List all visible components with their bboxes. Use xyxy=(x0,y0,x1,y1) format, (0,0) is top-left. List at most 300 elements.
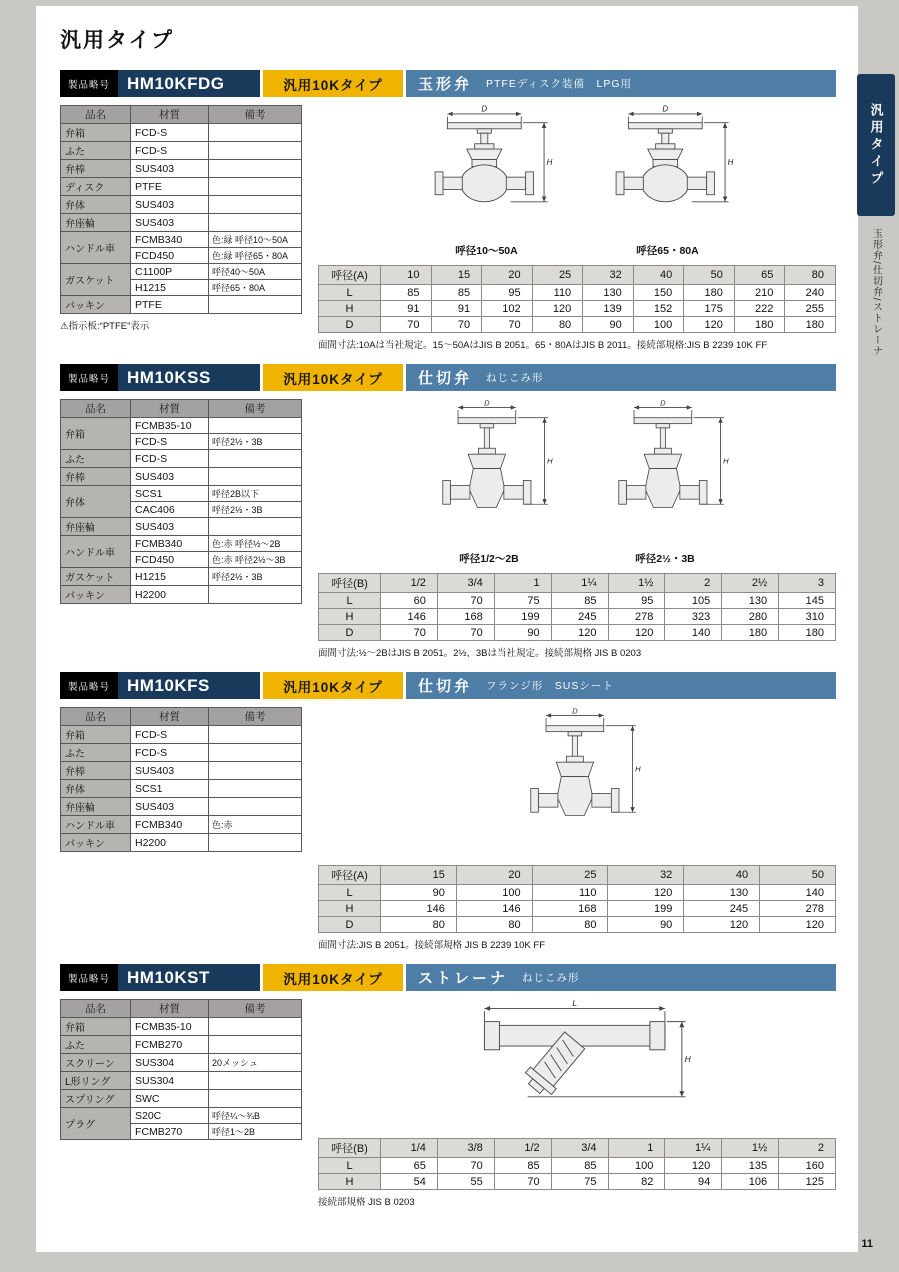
dim-col-header: 2½ xyxy=(722,574,779,593)
material-part-name: ハンドル車 xyxy=(61,232,131,264)
dim-value: 125 xyxy=(779,1174,836,1190)
drawing-caption: 呼径65・80A xyxy=(636,245,699,257)
dim-col-header: 15 xyxy=(431,266,482,285)
dim-size-header: 呼径(A) xyxy=(319,266,381,285)
materials-header-row xyxy=(61,106,302,124)
dim-letter: D xyxy=(662,105,669,114)
material-note xyxy=(209,124,302,142)
dim-col-header: 25 xyxy=(532,866,608,885)
dim-row xyxy=(319,1158,836,1174)
materials-row xyxy=(61,798,302,816)
dimension-table xyxy=(318,1138,836,1190)
materials-col-header: 材質 xyxy=(131,1000,209,1018)
dim-col-header: 40 xyxy=(684,866,760,885)
dim-row xyxy=(319,593,836,609)
dim-value: 80 xyxy=(381,917,457,933)
dim-col-header: 3/4 xyxy=(437,574,494,593)
dim-row xyxy=(319,901,836,917)
materials-row xyxy=(61,1018,302,1036)
material-spec: SUS403 xyxy=(131,468,209,486)
materials-table xyxy=(60,399,302,604)
dim-value: 55 xyxy=(437,1174,494,1190)
dim-row-label: L xyxy=(319,285,381,301)
dim-col-header: 50 xyxy=(684,266,735,285)
dim-row-label: D xyxy=(319,625,381,641)
dim-value: 80 xyxy=(532,317,583,333)
dimension-note: 面間寸法:10Aは当社規定。15〜50AはJIS B 2051。65・80AはJIS B 2011。接続部規格:JIS B 2239 10K FF xyxy=(318,340,768,351)
material-spec: FCD-S xyxy=(131,434,209,450)
materials-col-header: 品名 xyxy=(61,1000,131,1018)
dim-value: 120 xyxy=(760,917,836,933)
dim-value: 91 xyxy=(381,301,432,317)
material-spec: H1215 xyxy=(131,568,209,586)
material-note xyxy=(209,196,302,214)
material-spec: SUS403 xyxy=(131,214,209,232)
materials-row xyxy=(61,518,302,536)
valve-drawing xyxy=(460,999,695,1131)
material-note xyxy=(209,160,302,178)
material-note xyxy=(209,418,302,434)
dim-value: 85 xyxy=(551,593,608,609)
material-part-name: 弁座輪 xyxy=(61,214,131,232)
dim-letter: H xyxy=(723,456,729,466)
material-note xyxy=(209,744,302,762)
material-part-name: 弁座輪 xyxy=(61,518,131,536)
material-note: 色:緑 呼径65・80A xyxy=(209,248,302,264)
materials-row xyxy=(61,762,302,780)
materials-row xyxy=(61,214,302,232)
valve-drawing xyxy=(414,105,559,258)
product-section-hm10kfdg xyxy=(60,70,836,351)
dim-letter: D xyxy=(481,105,488,114)
dim-row-label: H xyxy=(319,609,381,625)
product-code: HM10KFDG xyxy=(118,70,260,97)
material-part-name: L形リング xyxy=(61,1072,131,1090)
materials-row xyxy=(61,450,302,468)
dim-value: 140 xyxy=(760,885,836,901)
dim-row xyxy=(319,609,836,625)
material-spec: SCS1 xyxy=(131,780,209,798)
dim-value: 240 xyxy=(785,285,836,301)
valve-drawing xyxy=(419,399,559,566)
dim-col-header: 1¼ xyxy=(665,1139,722,1158)
material-part-name: 弁棒 xyxy=(61,762,131,780)
materials-row xyxy=(61,780,302,798)
dim-row xyxy=(319,301,836,317)
dim-value: 160 xyxy=(779,1158,836,1174)
dim-size-header: 呼径(A) xyxy=(319,866,381,885)
dim-value: 120 xyxy=(551,625,608,641)
gate-valve-svg xyxy=(419,399,559,545)
dim-value: 180 xyxy=(779,625,836,641)
material-note: 呼径2B以下 xyxy=(209,486,302,502)
materials-table xyxy=(60,105,302,314)
dim-value: 168 xyxy=(532,901,608,917)
dim-value: 130 xyxy=(722,593,779,609)
dim-value: 70 xyxy=(437,593,494,609)
dim-header-row xyxy=(319,574,836,593)
material-spec: PTFE xyxy=(131,178,209,196)
dim-row-label: L xyxy=(319,1158,381,1174)
dim-header-row xyxy=(319,1139,836,1158)
dim-value: 82 xyxy=(608,1174,665,1190)
dim-value: 245 xyxy=(551,609,608,625)
material-part-name: スプリング xyxy=(61,1090,131,1108)
dim-value: 180 xyxy=(734,317,785,333)
series-type-label: 汎用10Kタイプ xyxy=(263,964,403,991)
dim-value: 120 xyxy=(665,1158,722,1174)
dim-value: 245 xyxy=(684,901,760,917)
dim-col-header: 3/8 xyxy=(437,1139,494,1158)
material-note xyxy=(209,834,302,852)
material-part-name: 弁体 xyxy=(61,486,131,518)
material-spec: FCMB270 xyxy=(131,1036,209,1054)
material-spec: SUS304 xyxy=(131,1072,209,1090)
product-name-bar xyxy=(406,964,836,991)
dim-value: 139 xyxy=(583,301,634,317)
material-spec: SUS304 xyxy=(131,1054,209,1072)
dim-value: 70 xyxy=(381,625,438,641)
dim-value: 70 xyxy=(437,1158,494,1174)
materials-col-header: 材質 xyxy=(131,106,209,124)
material-note: 呼径40〜50A xyxy=(209,264,302,280)
gate-valve-svg xyxy=(595,399,735,545)
material-note: 呼径65・80A xyxy=(209,280,302,296)
materials-row xyxy=(61,196,302,214)
dim-value: 80 xyxy=(532,917,608,933)
material-note: 呼径2½・3B xyxy=(209,502,302,518)
dim-value: 145 xyxy=(779,593,836,609)
materials-col-header: 品名 xyxy=(61,106,131,124)
materials-row xyxy=(61,486,302,502)
drawing-caption: 呼径10〜50A xyxy=(455,245,518,257)
product-subtitle: PTFEディスク装備 LPG用 xyxy=(486,78,633,90)
materials-row xyxy=(61,816,302,834)
section-header xyxy=(60,70,836,97)
material-spec: SWC xyxy=(131,1090,209,1108)
material-part-name: ハンドル車 xyxy=(61,816,131,834)
product-code: HM10KFS xyxy=(118,672,260,699)
dim-value: 70 xyxy=(431,317,482,333)
materials-col-header: 備考 xyxy=(209,400,302,418)
dim-value: 110 xyxy=(532,885,608,901)
material-part-name: ふた xyxy=(61,142,131,160)
materials-row xyxy=(61,296,302,314)
dim-col-header: 40 xyxy=(633,266,684,285)
material-note xyxy=(209,780,302,798)
product-subtitle: ねじこみ形 xyxy=(522,972,580,984)
material-note xyxy=(209,726,302,744)
materials-header-row xyxy=(61,708,302,726)
dim-value: 75 xyxy=(494,593,551,609)
product-code-prefix-label: 製品略号 xyxy=(60,364,118,391)
series-type-label: 汎用10Kタイプ xyxy=(263,672,403,699)
material-part-name: パッキン xyxy=(61,834,131,852)
dim-value: 100 xyxy=(456,885,532,901)
material-note xyxy=(209,586,302,604)
materials-row xyxy=(61,418,302,434)
product-code-prefix-label: 製品略号 xyxy=(60,672,118,699)
dim-value: 199 xyxy=(494,609,551,625)
dim-letter: D xyxy=(572,707,578,716)
dim-value: 120 xyxy=(684,917,760,933)
dim-col-header: 1/4 xyxy=(381,1139,438,1158)
material-note: 色:赤 呼径2½〜3B xyxy=(209,552,302,568)
material-part-name: スクリーン xyxy=(61,1054,131,1072)
materials-col-header: 品名 xyxy=(61,400,131,418)
material-note: 呼径1〜2B xyxy=(209,1124,302,1140)
drawings-area xyxy=(318,105,836,258)
material-part-name: ガスケット xyxy=(61,568,131,586)
dim-value: 199 xyxy=(608,901,684,917)
material-note xyxy=(209,296,302,314)
materials-row xyxy=(61,834,302,852)
dim-value: 180 xyxy=(785,317,836,333)
material-note xyxy=(209,1036,302,1054)
material-part-name: パッキン xyxy=(61,296,131,314)
material-spec: SCS1 xyxy=(131,486,209,502)
materials-header-row xyxy=(61,1000,302,1018)
globe-valve-svg xyxy=(595,105,740,237)
materials-col-header: 備考 xyxy=(209,1000,302,1018)
dim-row xyxy=(319,285,836,301)
dim-header-row xyxy=(319,866,836,885)
dim-col-header: 3 xyxy=(779,574,836,593)
dim-col-header: 25 xyxy=(532,266,583,285)
material-note: 20メッシュ xyxy=(209,1054,302,1072)
dim-row-label: H xyxy=(319,301,381,317)
materials-row xyxy=(61,142,302,160)
dimension-table xyxy=(318,865,836,933)
dim-value: 278 xyxy=(760,901,836,917)
dim-value: 323 xyxy=(665,609,722,625)
materials-row xyxy=(61,536,302,552)
materials-col-header: 材質 xyxy=(131,400,209,418)
material-spec: FCD-S xyxy=(131,726,209,744)
material-part-name: ふた xyxy=(61,1036,131,1054)
product-section-hm10kst xyxy=(60,964,836,1208)
material-part-name: 弁座輪 xyxy=(61,798,131,816)
material-note xyxy=(209,1018,302,1036)
product-name: 仕切弁 xyxy=(418,678,473,695)
material-spec: FCD-S xyxy=(131,142,209,160)
dim-row xyxy=(319,885,836,901)
material-part-name: 弁箱 xyxy=(61,418,131,450)
drawings-area xyxy=(318,399,836,566)
dim-value: 102 xyxy=(482,301,533,317)
material-spec: S20C xyxy=(131,1108,209,1124)
dim-value: 54 xyxy=(381,1174,438,1190)
section-header xyxy=(60,672,836,699)
material-spec: FCMB35-10 xyxy=(131,1018,209,1036)
dim-col-header: 1 xyxy=(608,1139,665,1158)
material-note: 呼径2½・3B xyxy=(209,568,302,586)
dim-value: 95 xyxy=(482,285,533,301)
dim-col-header: 2 xyxy=(665,574,722,593)
drawing-caption: 呼径1/2〜2B xyxy=(459,553,519,565)
dim-value: 70 xyxy=(482,317,533,333)
dim-value: 70 xyxy=(381,317,432,333)
material-spec: CAC406 xyxy=(131,502,209,518)
dim-col-header: 10 xyxy=(381,266,432,285)
valve-drawing xyxy=(595,105,740,258)
materials-note: ⚠指示板:“PTFE”表示 xyxy=(60,321,150,332)
dimension-note: 面間寸法:JIS B 2051。接続部規格 JIS B 2239 10K FF xyxy=(318,940,546,951)
material-note xyxy=(209,468,302,486)
materials-row xyxy=(61,160,302,178)
dim-col-header: 50 xyxy=(760,866,836,885)
materials-row xyxy=(61,586,302,604)
material-spec: SUS403 xyxy=(131,160,209,178)
materials-row xyxy=(61,264,302,280)
dim-value: 85 xyxy=(431,285,482,301)
dim-value: 90 xyxy=(494,625,551,641)
product-name-bar xyxy=(406,672,836,699)
side-tab-subcategories xyxy=(859,228,893,508)
dim-row xyxy=(319,625,836,641)
product-code-prefix-label: 製品略号 xyxy=(60,70,118,97)
dim-col-header: 20 xyxy=(456,866,532,885)
dim-value: 152 xyxy=(633,301,684,317)
material-part-name: ふた xyxy=(61,744,131,762)
dim-value: 105 xyxy=(665,593,722,609)
dimension-table xyxy=(318,573,836,641)
dim-letter: D xyxy=(660,399,666,408)
materials-row xyxy=(61,468,302,486)
material-part-name: 弁箱 xyxy=(61,1018,131,1036)
material-part-name: 弁棒 xyxy=(61,160,131,178)
material-part-name: プラグ xyxy=(61,1108,131,1140)
material-spec: FCMB340 xyxy=(131,536,209,552)
dim-col-header: 32 xyxy=(608,866,684,885)
material-spec: FCD-S xyxy=(131,744,209,762)
dim-size-header: 呼径(B) xyxy=(319,1139,381,1158)
material-note xyxy=(209,762,302,780)
globe-valve-svg xyxy=(414,105,559,237)
section-header xyxy=(60,364,836,391)
dim-col-header: 1/2 xyxy=(381,574,438,593)
dim-value: 65 xyxy=(381,1158,438,1174)
dim-value: 222 xyxy=(734,301,785,317)
dim-value: 278 xyxy=(608,609,665,625)
side-tab-category xyxy=(857,74,895,216)
dim-row-label: L xyxy=(319,593,381,609)
dim-value: 90 xyxy=(583,317,634,333)
dimension-note: 面間寸法:½〜2BはJIS B 2051。2½、3Bは当社規定。接続部規格 JIS B 0203 xyxy=(318,648,642,659)
dim-value: 85 xyxy=(381,285,432,301)
material-spec: FCD450 xyxy=(131,248,209,264)
material-spec: H2200 xyxy=(131,586,209,604)
material-spec: PTFE xyxy=(131,296,209,314)
materials-col-header: 材質 xyxy=(131,708,209,726)
dim-letter: H xyxy=(635,764,641,774)
material-note xyxy=(209,1090,302,1108)
dim-letter: H xyxy=(727,157,734,167)
dim-value: 310 xyxy=(779,609,836,625)
dim-col-header: 1¼ xyxy=(551,574,608,593)
valve-drawing xyxy=(595,399,735,566)
materials-row xyxy=(61,744,302,762)
material-note: 色:赤 呼径½〜2B xyxy=(209,536,302,552)
dim-col-header: 3/4 xyxy=(551,1139,608,1158)
material-part-name: 弁棒 xyxy=(61,468,131,486)
dim-value: 85 xyxy=(551,1158,608,1174)
dim-col-header: 1½ xyxy=(722,1139,779,1158)
drawing-caption: 呼径2½・3B xyxy=(635,553,695,565)
dim-value: 120 xyxy=(684,317,735,333)
dim-value: 95 xyxy=(608,593,665,609)
material-part-name: 弁体 xyxy=(61,196,131,214)
materials-row xyxy=(61,568,302,586)
dim-value: 168 xyxy=(437,609,494,625)
dim-row-label: D xyxy=(319,917,381,933)
dim-col-header: 1/2 xyxy=(494,1139,551,1158)
material-note: 色:赤 xyxy=(209,816,302,834)
material-part-name: 弁箱 xyxy=(61,124,131,142)
materials-table xyxy=(60,999,302,1140)
series-type-label: 汎用10Kタイプ xyxy=(263,70,403,97)
page-number: 11 xyxy=(861,1238,873,1250)
product-code-prefix-label: 製品略号 xyxy=(60,964,118,991)
drawings-area xyxy=(318,999,836,1131)
material-spec: SUS403 xyxy=(131,518,209,536)
product-code: HM10KSS xyxy=(118,364,260,391)
material-spec: SUS403 xyxy=(131,196,209,214)
dim-value: 146 xyxy=(456,901,532,917)
product-name-bar xyxy=(406,70,836,97)
product-name: 仕切弁 xyxy=(418,370,473,387)
material-part-name: 弁箱 xyxy=(61,726,131,744)
product-section-hm10kfs xyxy=(60,672,836,951)
materials-row xyxy=(61,178,302,196)
dim-value: 150 xyxy=(633,285,684,301)
materials-row xyxy=(61,726,302,744)
page-title: 汎用タイプ xyxy=(60,29,174,52)
dim-col-header: 1½ xyxy=(608,574,665,593)
dim-col-header: 1 xyxy=(494,574,551,593)
material-note xyxy=(209,1072,302,1090)
dim-value: 60 xyxy=(381,593,438,609)
dim-value: 280 xyxy=(722,609,779,625)
dim-value: 210 xyxy=(734,285,785,301)
valve-drawing xyxy=(507,707,647,858)
dim-size-header: 呼径(B) xyxy=(319,574,381,593)
dim-col-header: 32 xyxy=(583,266,634,285)
material-part-name: パッキン xyxy=(61,586,131,604)
dim-value: 70 xyxy=(494,1174,551,1190)
material-spec: H1215 xyxy=(131,280,209,296)
dim-row xyxy=(319,1174,836,1190)
dim-value: 70 xyxy=(437,625,494,641)
materials-header-row xyxy=(61,400,302,418)
strainer-svg xyxy=(460,999,695,1126)
product-subtitle: ねじこみ形 xyxy=(486,372,544,384)
material-spec: FCMB340 xyxy=(131,816,209,834)
dim-col-header: 15 xyxy=(381,866,457,885)
material-spec: H2200 xyxy=(131,834,209,852)
dim-value: 180 xyxy=(722,625,779,641)
dim-col-header: 2 xyxy=(779,1139,836,1158)
dim-letter: D xyxy=(484,399,490,408)
dim-value: 91 xyxy=(431,301,482,317)
materials-row xyxy=(61,1090,302,1108)
side-tab-main-label: 汎用タイプ xyxy=(868,102,884,188)
material-spec: SUS403 xyxy=(131,798,209,816)
materials-row xyxy=(61,1108,302,1124)
dim-value: 100 xyxy=(608,1158,665,1174)
material-note: 呼径¼〜¾B xyxy=(209,1108,302,1124)
dim-letter: H xyxy=(546,157,553,167)
